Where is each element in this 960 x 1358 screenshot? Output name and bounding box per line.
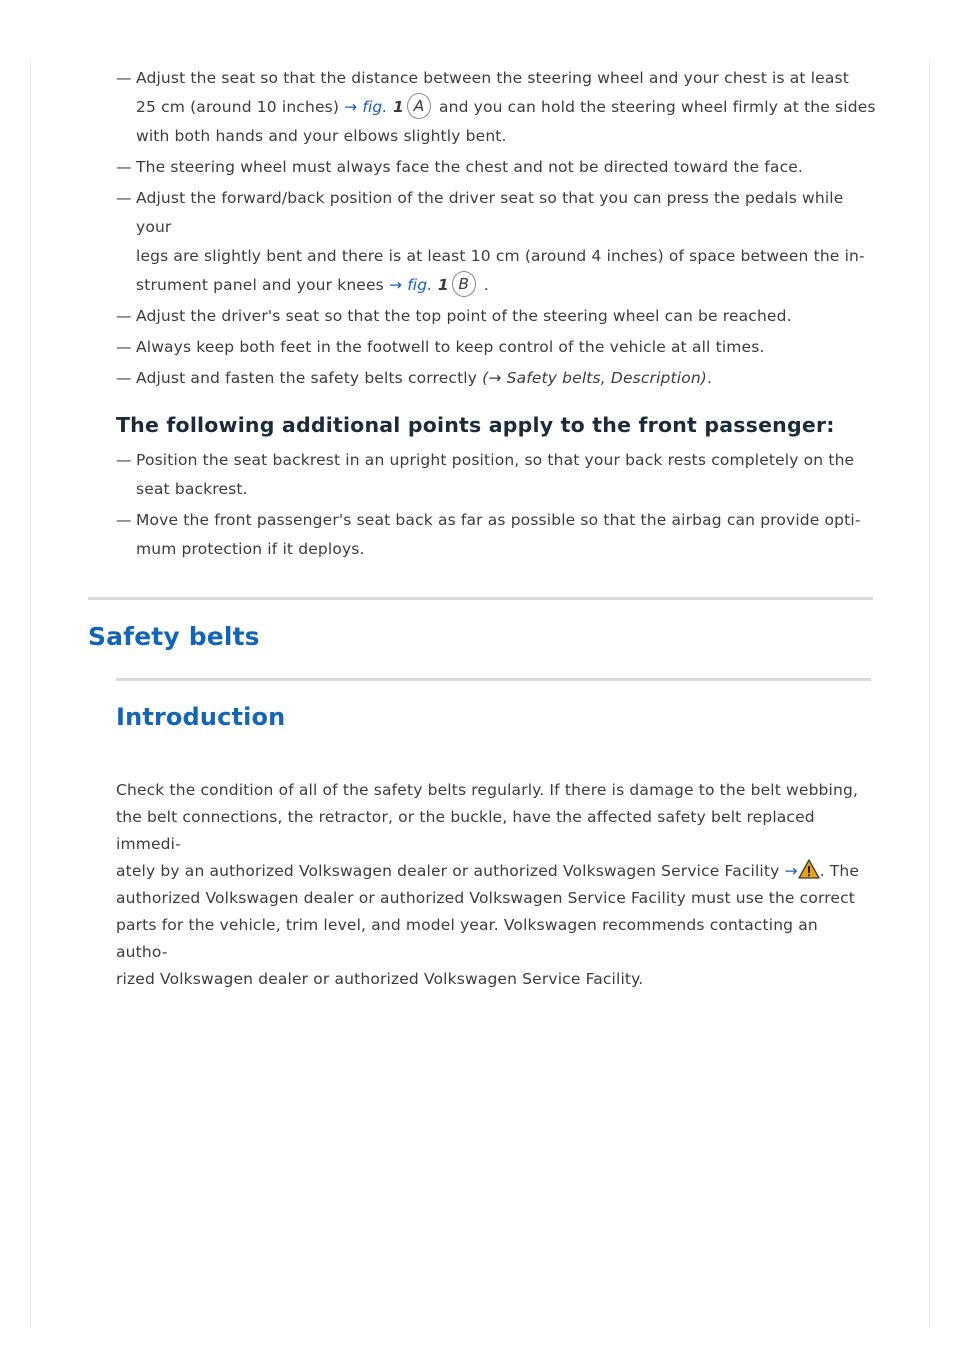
text-line [136,98,876,116]
line-text: authorized Volkswagen dealer or authorized Volkswagen Service Facility must use the correct [116,889,856,907]
text-line [136,338,765,356]
bullet-dash: — [116,369,132,387]
inline-text: . [483,276,489,294]
bullet-dash: — [116,69,132,87]
line-text: Adjust the forward/back position of the driver seat so that you can press the pedals while your [136,189,844,236]
figure-number: 1 [387,98,404,116]
line-text: Adjust the driver's seat so that the top point of the steering wheel can be reached. [136,307,792,325]
line-text: seat backrest. [136,480,248,498]
line-text: Move the front passenger's seat back as far as possible so that the airbag can provide opti- [136,511,861,529]
callout-label-b: B [452,271,476,297]
text-line [116,916,818,961]
section-title-safety-belts: Safety belts [88,622,260,651]
text-line [116,808,815,853]
inline-text: Adjust and fasten the safety belts correctly [136,369,483,387]
cross-reference-link[interactable]: (→ Safety belts, Description) [482,369,708,387]
text-line [136,307,792,325]
page-margin-left [30,62,31,1328]
bullet-item [116,184,876,300]
bullet-dash: — [116,158,132,176]
text-line [116,862,859,880]
inline-text: 25 cm (around 10 inches) [136,98,345,116]
text-line [116,970,643,988]
line-text: Check the condition of all of the safety belts regularly. If there is damage to the belt webbing, [116,781,859,799]
text-line [136,369,712,387]
line-text: the belt connections, the retractor, or the buckle, have the affected safety belt replaced immedi- [116,808,815,853]
front-passenger-list [116,446,876,566]
introduction-paragraph [116,777,872,993]
text-line [136,511,861,529]
line-text: rized Volkswagen dealer or authorized Volkswagen Service Facility. [116,970,644,988]
figure-link[interactable]: fig. [357,98,388,116]
seat-adjustment-list [116,64,876,395]
bullet-dash: — [116,451,132,469]
arrow-icon: → [784,862,798,880]
bullet-dash: — [116,189,132,207]
inline-text: . The [819,862,860,880]
bullet-item [116,302,876,331]
subsection-title-introduction: Introduction [116,703,286,731]
line-text: parts for the vehicle, trim level, and model year. Volkswagen recommends contacting an autho- [116,916,818,961]
inline-text: and you can hold the steering wheel firmly at the sides [438,98,876,116]
text-line [116,889,855,907]
text-line [116,781,858,799]
text-line [136,276,489,294]
text-line [136,540,365,558]
arrow-icon: → [388,276,403,294]
text-line [136,451,854,469]
inline-text: ately by an authorized Volkswagen dealer or authorized Volkswagen Service Facility [116,862,785,880]
bullet-item [116,64,876,151]
text-line [136,189,843,236]
line-text: The steering wheel must always face the chest and not be directed toward the face. [136,158,804,176]
subsection-divider [116,678,871,681]
front-passenger-subheading: The following additional points apply to the front passenger: [116,413,835,437]
bullet-item [116,364,876,393]
line-text: Adjust the seat so that the distance between the steering wheel and your chest is at least [136,69,849,87]
text-line [136,158,803,176]
bullet-dash: — [116,338,132,356]
bullet-item [116,333,876,362]
inline-text: . [707,369,713,387]
figure-number: 1 [432,276,449,294]
warning-triangle-icon[interactable] [798,859,820,879]
bullet-item [116,153,876,182]
line-text: mum protection if it deploys. [136,540,365,558]
bullet-item [116,446,876,504]
arrow-icon: → [344,98,358,116]
bullet-item [116,506,876,564]
section-divider [88,597,873,600]
page-margin-right [929,62,930,1328]
text-line [136,480,248,498]
line-text: Position the seat backrest in an upright position, so that your back rests completely on the [136,451,855,469]
line-text: Always keep both feet in the footwell to keep control of the vehicle at all times. [136,338,765,356]
bullet-dash: — [116,511,132,529]
text-line [136,69,849,87]
inline-text: strument panel and your knees [136,276,389,294]
callout-label-a: A [407,93,431,119]
text-line [136,247,865,265]
line-text: with both hands and your elbows slightly bent. [136,127,507,145]
bullet-dash: — [116,307,132,325]
figure-link[interactable]: fig. [402,276,433,294]
line-text: legs are slightly bent and there is at least 10 cm (around 4 inches) of space between the in- [136,247,865,265]
text-line [136,127,507,145]
